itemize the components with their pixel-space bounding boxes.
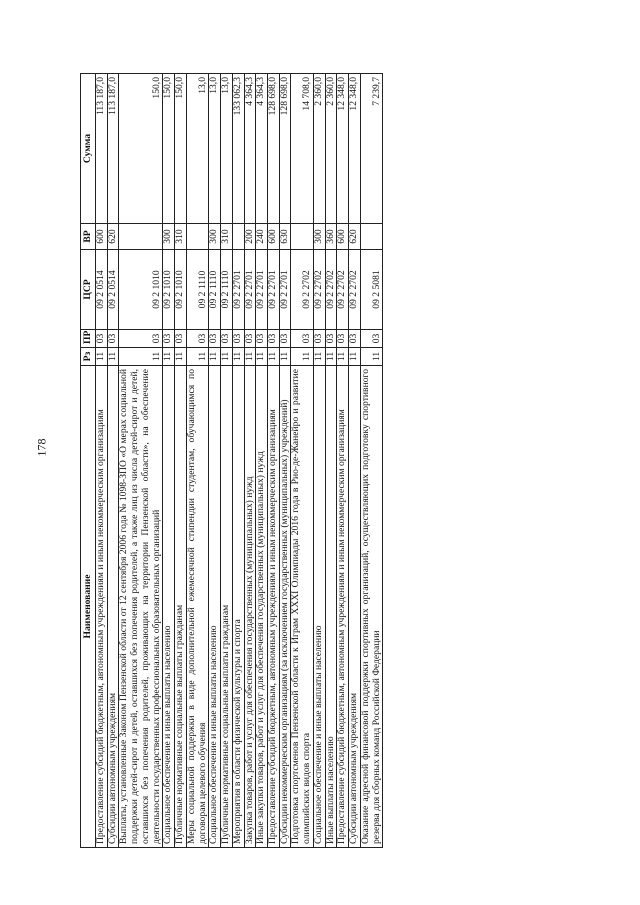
- row-vr-cell: 620: [349, 224, 361, 250]
- row-csr-cell: 09 2 5081: [360, 250, 382, 330]
- row-csr-cell: 09 2 2701: [232, 250, 244, 330]
- row-name-cell: Подготовка спортсменов Пензенской области к Играм XXXI Олимпиады 2016 года в Рио-де-Жанейро и развитие олимпийских видов спорта: [291, 366, 313, 848]
- table-row: [256, 74, 268, 848]
- row-name-cell: Субсидии автономным учреждениям: [107, 366, 119, 848]
- row-vr-cell: 600: [96, 224, 108, 250]
- row-name-cell: Закупка товаров, работ и услуг для обеспечения государственных (муниципальных) нужд: [244, 366, 256, 848]
- row-sum-cell: 7 239,7: [360, 74, 382, 224]
- row-csr-cell: 09 2 1010: [163, 250, 175, 330]
- table-row: [268, 74, 280, 848]
- row-pr-cell: 03: [279, 330, 291, 348]
- row-name-cell: Субсидии некоммерческим организациям (за исключением государственных (муниципальных) учреждений): [279, 366, 291, 848]
- row-rz-cell: 11: [221, 348, 233, 366]
- row-csr-cell: 09 2 1010: [175, 250, 187, 330]
- row-rz-cell: 11: [325, 348, 337, 366]
- row-rz-cell: 11: [96, 348, 108, 366]
- row-rz-cell: 11: [107, 348, 119, 366]
- table-row: [221, 74, 233, 848]
- row-rz-cell: 11: [119, 348, 163, 366]
- header-rz: Рз: [81, 348, 96, 366]
- row-sum-cell: 4 364,3: [256, 74, 268, 224]
- row-vr-cell: 620: [107, 224, 119, 250]
- row-csr-cell: 09 2 2701: [279, 250, 291, 330]
- row-rz-cell: 11: [232, 348, 244, 366]
- row-rz-cell: 11: [349, 348, 361, 366]
- row-name-cell: Мероприятия в области физической культуры и спорта: [232, 366, 244, 848]
- row-sum-cell: 13,0: [186, 74, 208, 224]
- page-number: 178: [34, 438, 49, 457]
- row-rz-cell: 11: [291, 348, 313, 366]
- row-csr-cell: 09 2 2702: [349, 250, 361, 330]
- row-sum-cell: 113 187,0: [96, 74, 108, 224]
- row-pr-cell: 03: [291, 330, 313, 348]
- row-pr-cell: 03: [175, 330, 187, 348]
- row-name-cell: Оказание адресной финансовой поддержки спортивных организаций, осуществляющих подготовку спортивного резерва для сборных команд Российской Федерации: [360, 366, 382, 848]
- row-vr-cell: 300: [313, 224, 325, 250]
- header-name: Наименование: [81, 366, 96, 848]
- row-sum-cell: 128 698,0: [279, 74, 291, 224]
- row-name-cell: Иные закупки товаров, работ и услуг для обеспечения государственных (муниципальных) нужд: [256, 366, 268, 848]
- row-pr-cell: 03: [256, 330, 268, 348]
- row-csr-cell: 09 2 2702: [325, 250, 337, 330]
- table-row: [175, 74, 187, 848]
- row-pr-cell: 03: [96, 330, 108, 348]
- row-vr-cell: [232, 224, 244, 250]
- header-sum: Сумма: [81, 74, 96, 224]
- row-pr-cell: 03: [163, 330, 175, 348]
- row-csr-cell: 09 2 2702: [337, 250, 349, 330]
- row-csr-cell: 09 2 1110: [221, 250, 233, 330]
- row-sum-cell: 150,0: [163, 74, 175, 224]
- table-row: [313, 74, 325, 848]
- row-name-cell: Социальное обеспечение и иные выплаты населению: [313, 366, 325, 848]
- row-csr-cell: 09 2 1110: [186, 250, 208, 330]
- row-pr-cell: 03: [209, 330, 221, 348]
- row-name-cell: Социальное обеспечение и иные выплаты населению: [209, 366, 221, 848]
- row-vr-cell: 200: [244, 224, 256, 250]
- row-vr-cell: 240: [256, 224, 268, 250]
- row-sum-cell: 12 348,0: [337, 74, 349, 224]
- row-rz-cell: 11: [313, 348, 325, 366]
- row-vr-cell: 310: [175, 224, 187, 250]
- row-pr-cell: 03: [268, 330, 280, 348]
- row-sum-cell: 13,0: [209, 74, 221, 224]
- row-vr-cell: [360, 224, 382, 250]
- header-vr: ВР: [81, 224, 96, 250]
- row-csr-cell: 09 2 0514: [96, 250, 108, 330]
- row-rz-cell: 11: [175, 348, 187, 366]
- row-rz-cell: 11: [186, 348, 208, 366]
- row-pr-cell: 03: [360, 330, 382, 348]
- row-sum-cell: 133 062,3: [232, 74, 244, 224]
- row-vr-cell: [291, 224, 313, 250]
- table-row: [232, 74, 244, 848]
- row-rz-cell: 11: [256, 348, 268, 366]
- budget-table: [80, 73, 383, 848]
- row-pr-cell: 03: [244, 330, 256, 348]
- table-row: [244, 74, 256, 848]
- row-rz-cell: 11: [360, 348, 382, 366]
- table-row: [163, 74, 175, 848]
- row-rz-cell: 11: [279, 348, 291, 366]
- row-sum-cell: 2 360,0: [325, 74, 337, 224]
- table-row: [337, 74, 349, 848]
- row-rz-cell: 11: [268, 348, 280, 366]
- row-csr-cell: 09 2 2702: [313, 250, 325, 330]
- table-row: [349, 74, 361, 848]
- row-pr-cell: 03: [221, 330, 233, 348]
- row-name-cell: Предоставление субсидий бюджетным, автономным учреждениям и иным некоммерческим организациям: [337, 366, 349, 848]
- table-header-row: [81, 74, 96, 848]
- row-vr-cell: 600: [268, 224, 280, 250]
- row-csr-cell: 09 2 0514: [107, 250, 119, 330]
- row-csr-cell: 09 2 2702: [291, 250, 313, 330]
- table-row: [325, 74, 337, 848]
- header-csr: ЦСР: [81, 250, 96, 330]
- row-vr-cell: 310: [221, 224, 233, 250]
- row-sum-cell: 12 348,0: [349, 74, 361, 224]
- row-csr-cell: 09 2 1010: [119, 250, 163, 330]
- row-vr-cell: [119, 224, 163, 250]
- row-pr-cell: 03: [337, 330, 349, 348]
- row-csr-cell: 09 2 2701: [244, 250, 256, 330]
- table-row: [279, 74, 291, 848]
- row-sum-cell: 14 708,0: [291, 74, 313, 224]
- row-name-cell: Социальное обеспечение и иные выплаты населению: [163, 366, 175, 848]
- row-csr-cell: 09 2 1110: [209, 250, 221, 330]
- row-vr-cell: [186, 224, 208, 250]
- row-sum-cell: 128 698,0: [268, 74, 280, 224]
- row-vr-cell: 300: [163, 224, 175, 250]
- table-row: [119, 74, 163, 848]
- row-name-cell: Публичные нормативные социальные выплаты гражданам: [175, 366, 187, 848]
- row-pr-cell: 03: [186, 330, 208, 348]
- row-vr-cell: 600: [337, 224, 349, 250]
- table-row: [107, 74, 119, 848]
- rotated-table-area: [80, 74, 573, 848]
- row-name-cell: Иные выплаты населению: [325, 366, 337, 848]
- table-row: [291, 74, 313, 848]
- row-pr-cell: 03: [232, 330, 244, 348]
- row-name-cell: Меры социальной поддержки в виде дополнительной ежемесячной стипендии студентам, обучающимся по договорам целевого обучения: [186, 366, 208, 848]
- row-sum-cell: 13,0: [221, 74, 233, 224]
- table-row: [96, 74, 108, 848]
- row-vr-cell: 300: [209, 224, 221, 250]
- row-pr-cell: 03: [107, 330, 119, 348]
- row-pr-cell: 03: [349, 330, 361, 348]
- table-row: [209, 74, 221, 848]
- row-sum-cell: 2 360,0: [313, 74, 325, 224]
- row-vr-cell: 360: [325, 224, 337, 250]
- row-sum-cell: 150,0: [119, 74, 163, 224]
- row-name-cell: Предоставление субсидий бюджетным, автономным учреждениям и иным некоммерческим организациям: [96, 366, 108, 848]
- row-sum-cell: 150,0: [175, 74, 187, 224]
- row-name-cell: Выплаты, установленные Законом Пензенской области от 12 сентября 2006 года № 1098-ЗПО «О мерах социальной поддержки детей-сирот и детей, оставшихся без попечения родителей, а также лиц из числа детей-сирот и детей, оставшихся без попечения родителей, проживающих на территории Пензенской области», на обеспечение деятельности государственных профессиональных образовательных организаций: [119, 366, 163, 848]
- row-rz-cell: 11: [209, 348, 221, 366]
- table-body: [96, 74, 383, 848]
- table-row: [360, 74, 382, 848]
- row-sum-cell: 4 364,3: [244, 74, 256, 224]
- row-rz-cell: 11: [244, 348, 256, 366]
- row-csr-cell: 09 2 2701: [268, 250, 280, 330]
- row-name-cell: Субсидии автономным учреждениям: [349, 366, 361, 848]
- row-name-cell: Публичные нормативные социальные выплаты гражданам: [221, 366, 233, 848]
- header-pr: ПР: [81, 330, 96, 348]
- row-pr-cell: 03: [119, 330, 163, 348]
- row-rz-cell: 11: [163, 348, 175, 366]
- row-pr-cell: 03: [325, 330, 337, 348]
- row-vr-cell: 630: [279, 224, 291, 250]
- row-name-cell: Предоставление субсидий бюджетным, автономным учреждениям и иным некоммерческим организациям: [268, 366, 280, 848]
- row-sum-cell: 113 187,0: [107, 74, 119, 224]
- row-csr-cell: 09 2 2701: [256, 250, 268, 330]
- row-rz-cell: 11: [337, 348, 349, 366]
- row-pr-cell: 03: [313, 330, 325, 348]
- table-row: [186, 74, 208, 848]
